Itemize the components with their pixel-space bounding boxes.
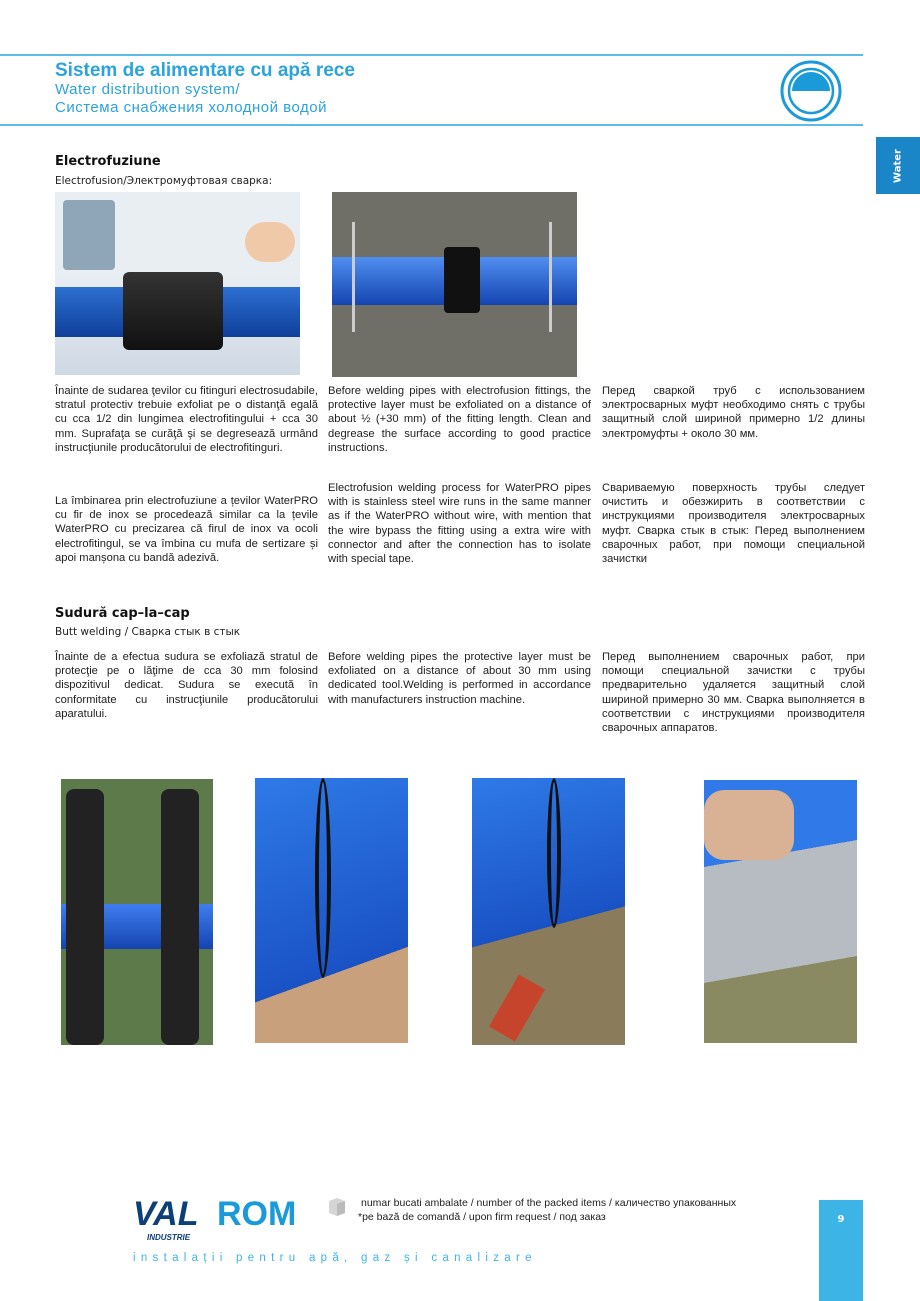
section-tab-label: Water xyxy=(892,148,904,183)
header-rule-top xyxy=(0,54,863,56)
section-heading-butt-welding: Sudură cap–la–cap xyxy=(55,606,190,621)
footer-note-packed-items: numar bucati ambalate / number of the packed items / каличество упакованных xyxy=(361,1197,737,1209)
section-subheading-butt-welding: Butt welding / Сварка стык в стык xyxy=(55,626,241,638)
page-subtitle-en: Water distribution system/ xyxy=(55,81,240,98)
tape-wrapping-photo xyxy=(704,780,857,1043)
electrofusion-ro-p1: Înainte de sudarea ţevilor cu fitinguri electrosudabile, stratul protectiv trebuie exfoliat pe o distanţă egală cu cca 1/2 din lungimea electrofitingului + cca 30 mm. Suprafaţa se curăţă şi se degresează urmând instrucţiunile producătorului de electrofitinguri. xyxy=(55,385,318,454)
page-subtitle-ru: Система снабжения холодной водой xyxy=(55,99,327,116)
butt-welding-en: Before welding pipes the protective layer must be exfoliated on a distance of about 30 mm using dedicated tool.Welding is performed in accordance with manufacturers instruction machine. xyxy=(328,651,591,706)
page-title: Sistem de alimentare cu apă rece xyxy=(55,60,355,81)
electrofusion-illustration xyxy=(55,192,300,375)
electrofusion-photo xyxy=(332,192,577,377)
butt-welding-ru: Перед выполнением сварочных работ, при помощи специальной зачистки с трубы предварительно удаляется защитный слой шириной примерно 30 мм. Сварка выполняется в соответствии с инструкциями производителя сварочных аппаратов. xyxy=(602,651,865,735)
footer-tagline: instalații pentru apă, gaz și canalizare xyxy=(133,1252,537,1264)
butt-welding-ro: Înainte de a efectua sudura se exfoliază stratul de protecţie pe o lăţime de cca 30 mm folosind dispozitivul dedicat. Sudura se execută în conformitate cu instrucţiunile producătorului aparatului. xyxy=(55,651,318,720)
logo-rom: ROM xyxy=(217,1195,297,1233)
wire-crimping-photo xyxy=(472,778,625,1045)
electrofusion-ru-p2: Свариваемую поверхность трубы следует очистить и обезжирить в соответствии с инструкциями производителя электросварных муфт. Сварка стык в стык: Перед выполнением сварочных работ, при помощи специальной зачистки xyxy=(602,482,865,566)
header-rule-bottom xyxy=(0,124,863,126)
electrofusion-en-p1: Before welding pipes with electrofusion fittings, the protective layer must be exfoliated on a distance of about ½ (+30 mm) of the fitting length. Clean and degrease the surface according to good practice instructions. xyxy=(328,385,591,454)
electrofusion-en-p2: Electrofusion welding process for WaterPRO pipes with is stainless steel wire runs in the same manner as if the WaterPRO without wire, with mention that the wire bypass the fitting using a extra wire with connector and after the connection has to isolate with special tape. xyxy=(328,482,591,566)
cold-water-icon xyxy=(780,60,842,122)
page-number: 9 xyxy=(819,1200,863,1301)
footer-note-firm-request: *pe bază de comandă / upon firm request / под заказ xyxy=(358,1211,606,1223)
electrofusion-ru-p1: Перед сваркой труб с использованием электросварных муфт необходимо снять с трубы защитный слой шириной примерно 1/2 длины электромуфты + около 30 мм. xyxy=(602,385,865,440)
section-heading-electrofusion: Electrofuziune xyxy=(55,154,161,169)
logo-industrie: INDUSTRIE xyxy=(147,1233,191,1242)
package-box-icon xyxy=(325,1195,349,1219)
pipe-exfoliation-photo xyxy=(255,778,408,1043)
logo-val: VAL xyxy=(133,1195,199,1233)
electrofusion-en-column xyxy=(328,384,591,566)
electrofusion-ro-column xyxy=(55,384,318,565)
section-subheading-electrofusion: Electrofusion/Электромуфтовая сварка: xyxy=(55,175,273,187)
valrom-logo xyxy=(133,1195,303,1243)
electrofusion-ru-column xyxy=(602,384,865,566)
butt-welding-machine-photo xyxy=(61,779,213,1045)
section-tab-water[interactable] xyxy=(876,137,920,194)
electrofusion-ro-p2: La îmbinarea prin electrofuziune a țevilor WaterPRO cu fir de inox se procedează similar ca la țevile WaterPRO cu precizarea că firul de inox va ocoli electrofitingul, se va îmbina cu mufa de sertizare și apoi manșona cu bandă adezivă. xyxy=(55,495,318,564)
